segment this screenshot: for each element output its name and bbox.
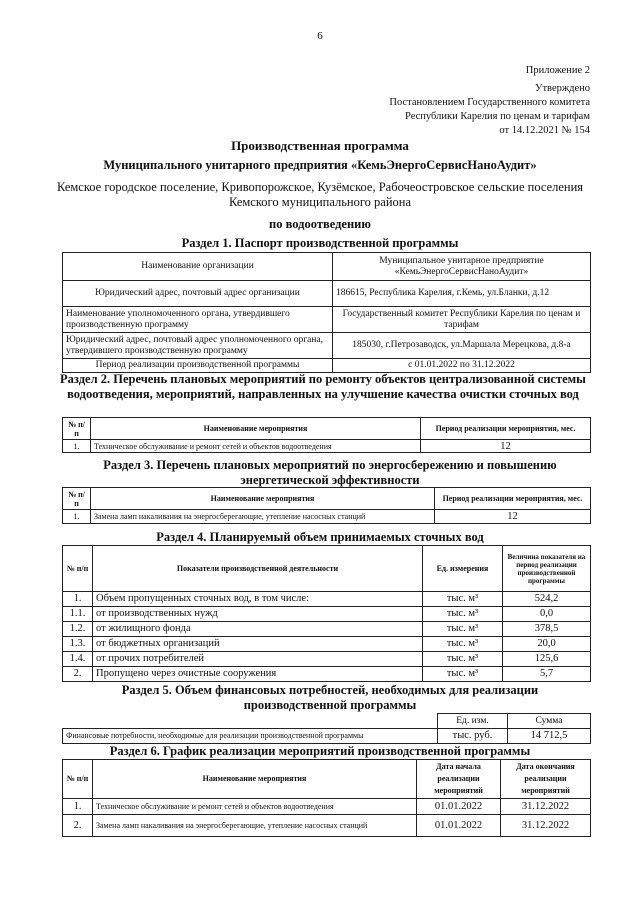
table-row xyxy=(63,799,591,815)
col-end-header: Дата окончания реализации мероприятий xyxy=(501,760,591,799)
col-unit-header: Ед. изм. xyxy=(438,714,508,729)
cell-num: 1.4. xyxy=(63,652,93,667)
cell-end: 31.12.2022 xyxy=(501,815,591,837)
cell-value: 5,7 xyxy=(503,667,591,682)
cell-period: 12 xyxy=(421,440,591,453)
col-sum-header: Сумма xyxy=(508,714,591,729)
cell-name: от бюджетных организаций xyxy=(93,637,423,652)
col-num-header: № п/п xyxy=(63,488,91,510)
cell-num: 1. xyxy=(63,510,91,524)
cell-name: от жилищного фонда xyxy=(93,622,423,637)
empty-cell xyxy=(63,714,438,729)
cell-name: Замена ламп накаливания на энергосберегающие, утепление насосных станций xyxy=(93,815,417,837)
col-num-header: № п/п xyxy=(63,418,91,440)
cell-name: от производственных нужд xyxy=(93,607,423,622)
col-num-header: № п/п xyxy=(63,760,93,799)
table-header-row xyxy=(63,546,591,592)
settlements-text: Кемское городское поселение, Кривопорожское, Кузёмское, Рабочеостровское сельские поселения Кемского муниципального района xyxy=(56,180,584,209)
cell-value: 20,0 xyxy=(503,637,591,652)
cell-label: Период реализации производственной программы xyxy=(63,359,333,373)
table-row xyxy=(63,729,591,744)
decree-line-2: Республики Карелия по ценам и тарифам xyxy=(405,111,590,122)
cell-period: 12 xyxy=(435,510,591,524)
cell-value: Муниципальное унитарное предприятие «КемьЭнергоСервисНаноАудит» xyxy=(333,253,591,281)
cell-num: 1. xyxy=(63,440,91,453)
approval-block xyxy=(389,64,590,138)
wastewater-volume-table xyxy=(62,545,591,682)
cell-label: Наименование организации xyxy=(63,253,333,281)
cell-unit: тыс. м³ xyxy=(423,592,503,607)
decree-date: от 14.12.2021 № 154 xyxy=(499,125,590,136)
table-header-row xyxy=(63,760,591,799)
cell-unit: тыс. м³ xyxy=(423,667,503,682)
section-6-heading: Раздел 6. График реализации мероприятий производственной программы xyxy=(109,744,531,758)
table-row xyxy=(63,815,591,837)
table-row xyxy=(63,307,591,333)
cell-label: Юридический адрес, почтовый адрес уполномоченного органа, утвердившего производственную программу xyxy=(63,333,333,359)
appendix-label: Приложение 2 xyxy=(525,65,590,76)
col-unit-header: Ед. измерения xyxy=(423,546,503,592)
table-header-row xyxy=(63,418,591,440)
cell-unit: тыс. руб. xyxy=(438,729,508,744)
col-num-header: № п/п xyxy=(63,546,93,592)
table-row xyxy=(63,622,591,637)
cell-start: 01.01.2022 xyxy=(417,799,501,815)
cell-num: 1.3. xyxy=(63,637,93,652)
cell-unit: тыс. м³ xyxy=(423,622,503,637)
table-row xyxy=(63,510,591,524)
cell-value: 378,5 xyxy=(503,622,591,637)
section-4-heading: Раздел 4. Планируемый объем принимаемых сточных вод xyxy=(156,530,484,544)
table-row xyxy=(63,592,591,607)
cell-label: Наименование уполномоченного органа, утвердившего производственную программу xyxy=(63,307,333,333)
table-row xyxy=(63,637,591,652)
section-5-heading: Раздел 5. Объем финансовых потребностей, необходимых для реализации производственной программы xyxy=(121,683,539,712)
cell-num: 1.2. xyxy=(63,622,93,637)
cell-value: 186615, Республика Карелия, г.Кемь, ул.Бланки, д.12 xyxy=(333,281,591,307)
approved-label: Утверждено xyxy=(535,83,590,94)
cell-name: Техническое обслуживание и ремонт сетей и объектов водоотведения xyxy=(91,440,421,453)
col-period-header: Период реализации мероприятия, мес. xyxy=(435,488,591,510)
cell-value: 185030, г.Петрозаводск, ул.Маршала Мерецкова, д.8-а xyxy=(333,333,591,359)
page-number: 6 xyxy=(317,30,323,42)
cell-num: 1. xyxy=(63,592,93,607)
cell-value: с 01.01.2022 по 31.12.2022 xyxy=(333,359,591,373)
col-name-header: Показатели производственной деятельности xyxy=(93,546,423,592)
cell-value: 0,0 xyxy=(503,607,591,622)
cell-value: 524,2 xyxy=(503,592,591,607)
cell-num: 2. xyxy=(63,667,93,682)
cell-num: 1. xyxy=(63,799,93,815)
cell-label: Юридический адрес, почтовый адрес организации xyxy=(63,281,333,307)
col-name-header: Наименование мероприятия xyxy=(91,418,421,440)
cell-start: 01.01.2022 xyxy=(417,815,501,837)
cell-num: 1.1. xyxy=(63,607,93,622)
cell-name: Пропущено через очистные сооружения xyxy=(93,667,423,682)
cell-num: 2. xyxy=(63,815,93,837)
table-row xyxy=(63,281,591,307)
decree-line-1: Постановлением Государственного комитета xyxy=(389,97,590,108)
program-title: Производственная программа xyxy=(231,138,409,153)
col-start-header: Дата начала реализации мероприятий xyxy=(417,760,501,799)
table-row xyxy=(63,253,591,281)
cell-end: 31.12.2022 xyxy=(501,799,591,815)
cell-value: Государственный комитет Республики Карелия по ценам и тарифам xyxy=(333,307,591,333)
col-value-header: Величина показателя на период реализации производственной программы xyxy=(503,546,591,592)
table-row xyxy=(63,359,591,373)
cell-name: Финансовые потребности, необходимые для реализации производственной программы xyxy=(63,729,438,744)
table-header-row xyxy=(63,714,591,729)
cell-name: от прочих потребителей xyxy=(93,652,423,667)
cell-unit: тыс. м³ xyxy=(423,607,503,622)
table-row xyxy=(63,607,591,622)
table-row xyxy=(63,333,591,359)
passport-table xyxy=(62,252,591,373)
energy-measures-table xyxy=(62,487,591,524)
table-row xyxy=(63,652,591,667)
subject-title: по водоотведению xyxy=(269,217,371,231)
col-period-header: Период реализации мероприятия, мес. xyxy=(421,418,591,440)
schedule-table xyxy=(62,759,591,837)
col-name-header: Наименование мероприятия xyxy=(93,760,417,799)
repair-measures-table xyxy=(62,417,591,453)
section-3-heading: Раздел 3. Перечень плановых мероприятий по энергосбережению и повышению энергетической эффективности xyxy=(103,458,557,487)
cell-value: 125,6 xyxy=(503,652,591,667)
cell-name: Замена ламп накаливания на энергосберегающие, утепление насосных станций xyxy=(91,510,435,524)
table-row xyxy=(63,667,591,682)
cell-name: Техническое обслуживание и ремонт сетей и объектов водоотведения xyxy=(93,799,417,815)
section-1-heading: Раздел 1. Паспорт производственной программы xyxy=(181,236,459,250)
enterprise-title: Муниципального унитарного предприятия «КемьЭнергоСервисНаноАудит» xyxy=(103,158,537,172)
col-name-header: Наименование мероприятия xyxy=(91,488,435,510)
table-header-row xyxy=(63,488,591,510)
section-2-heading: Раздел 2. Перечень плановых мероприятий по ремонту объектов централизованной системы водоотведения, мероприятий, направленных на улучшение качества очистки сточных вод xyxy=(60,372,586,401)
cell-unit: тыс. м³ xyxy=(423,637,503,652)
financial-needs-table xyxy=(62,713,591,744)
cell-sum: 14 712,5 xyxy=(508,729,591,744)
cell-unit: тыс. м³ xyxy=(423,652,503,667)
cell-name: Объем пропущенных сточных вод, в том числе: xyxy=(93,592,423,607)
table-row xyxy=(63,440,591,453)
